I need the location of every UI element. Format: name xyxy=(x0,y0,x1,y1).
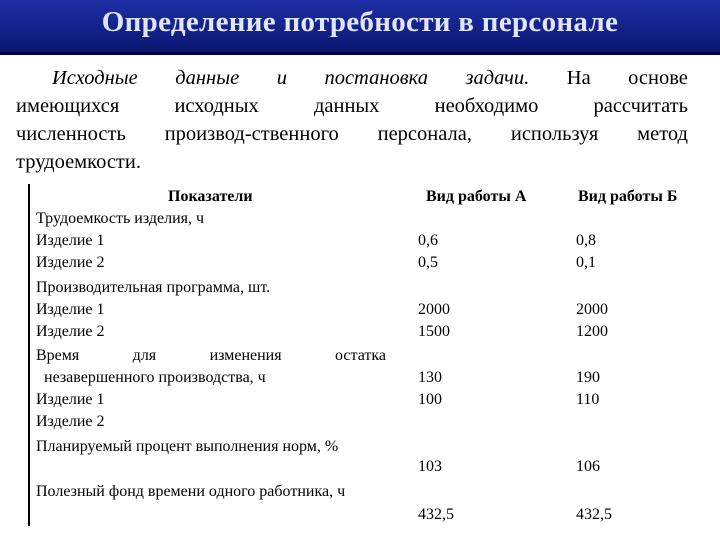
intro-word: рассчитать xyxy=(593,95,688,117)
value-wip-a2: 100 xyxy=(418,391,442,408)
wip-word: остатка xyxy=(335,347,386,364)
header-work-b: Вид работы Б xyxy=(578,188,678,205)
value-program-a2: 1500 xyxy=(418,323,450,340)
data-table xyxy=(28,184,694,528)
intro-word: данные xyxy=(175,67,240,89)
row-label-item1: Изделие 1 xyxy=(36,301,105,318)
wip-word: изменения xyxy=(209,347,282,364)
row-label-item2: Изделие 2 xyxy=(36,254,105,271)
intro-word: основе xyxy=(628,67,688,89)
row-label-labor: Трудоемкость изделия, ч xyxy=(36,210,205,227)
intro-word: численность xyxy=(16,123,126,145)
row-label-wip-line2: незавершенного производства, ч xyxy=(44,369,266,386)
value-labor-b2: 0,1 xyxy=(576,254,596,271)
intro-word: На xyxy=(566,67,591,89)
value-labor-a2: 0,5 xyxy=(418,254,438,271)
value-labor-a1: 0,6 xyxy=(418,232,438,249)
header-indicators: Показатели xyxy=(168,188,253,205)
table-left-border xyxy=(28,184,30,526)
value-norms-a: 103 xyxy=(418,458,442,475)
row-label-item1: Изделие 1 xyxy=(36,232,105,249)
row-label-program: Производительная программа, шт. xyxy=(36,279,271,296)
title-bar xyxy=(0,0,720,55)
intro-word: необходимо xyxy=(434,95,539,117)
wip-word: Время xyxy=(36,347,80,364)
value-labor-b1: 0,8 xyxy=(576,232,596,249)
intro-word: и xyxy=(276,67,287,89)
value-program-b2: 1200 xyxy=(576,323,608,340)
intro-line-2 xyxy=(16,92,688,120)
intro-word: имеющихся xyxy=(16,95,120,117)
intro-line-4: трудоемкости. xyxy=(16,151,141,173)
row-label-item1: Изделие 1 xyxy=(36,391,105,408)
value-program-b1: 2000 xyxy=(576,301,608,318)
row-label-item2: Изделие 2 xyxy=(36,323,105,340)
intro-word: метод xyxy=(637,123,688,145)
slide-title: Определение потребности в персонале xyxy=(101,6,619,38)
value-norms-b: 106 xyxy=(576,458,600,475)
value-wip-b2: 110 xyxy=(576,391,600,408)
intro-word: данных xyxy=(313,95,380,117)
intro-line-1 xyxy=(16,64,688,92)
value-fund-b: 432,5 xyxy=(576,506,612,523)
intro-word: производ-ственного xyxy=(164,123,339,145)
wip-word: для xyxy=(132,347,157,364)
intro-paragraph xyxy=(16,64,688,176)
intro-line-3 xyxy=(16,120,688,148)
row-label-norms: Планируемый процент выполнения норм, % xyxy=(36,438,339,455)
header-work-a: Вид работы А xyxy=(426,188,527,205)
value-fund-a: 432,5 xyxy=(418,506,454,523)
row-label-wip xyxy=(36,345,386,368)
row-label-item2: Изделие 2 xyxy=(36,413,105,430)
intro-word: персонала, xyxy=(377,123,472,145)
intro-word: постановка xyxy=(324,67,428,89)
row-label-fund: Полезный фонд времени одного работника, ч xyxy=(36,483,346,500)
value-wip-a1: 130 xyxy=(418,369,442,386)
intro-word: используя xyxy=(510,123,599,145)
value-program-a1: 2000 xyxy=(418,301,450,318)
intro-word: задачи. xyxy=(465,67,530,89)
intro-word: исходных xyxy=(174,95,259,117)
value-wip-b1: 190 xyxy=(576,369,600,386)
intro-word: Исходные xyxy=(52,67,138,89)
